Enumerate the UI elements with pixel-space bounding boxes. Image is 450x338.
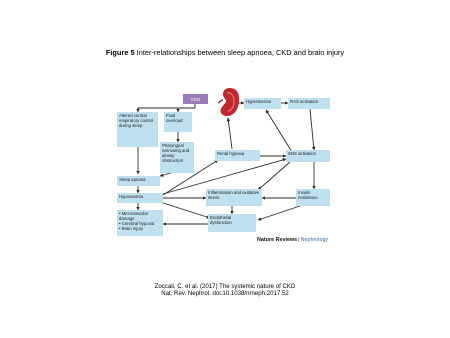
node-fluid-overload: Fluid overload (164, 112, 192, 132)
node-sns-activation: SNS activation (286, 150, 330, 162)
journal-name: Nature Reviews (257, 237, 298, 243)
arrow-insulin-to-endothelial (258, 206, 300, 220)
arrow-ras-to-sns (310, 109, 314, 150)
arrow-hypoxaemia-to-endothelial (160, 202, 210, 218)
journal-credit (257, 237, 328, 243)
node-sleep-apnoea: Sleep apnoea (117, 176, 160, 186)
node-pharyngeal-narrowing: Pharyngeal narrowing and airway obstruction (160, 142, 194, 173)
node-insulin-resistance: Insulin resistance (296, 189, 330, 206)
citation-line-2: Nat. Rev. Nephrol. doi:10.1038/nrneph.2017.52 (161, 290, 289, 298)
journal-separator: | (298, 237, 300, 243)
arrow-renal-to-ckd (228, 118, 232, 149)
node-ckd: CKD (183, 94, 208, 104)
figure-caption: Inter-relationships between sleep apnoea, CKD and brain injury (136, 48, 345, 57)
node-hypoxaemia: Hypoxaemia (117, 193, 163, 203)
citation-line-1: Zoccali, C. et al. (2017) The systemic nature of CKD (154, 283, 296, 290)
outcome-cerebral-hypoxia: • Cerebral hypoxia (119, 221, 161, 226)
node-endothelial-dysfunction: Endothelial dysfunction (208, 214, 256, 232)
node-hypertension: Hypertension (244, 98, 281, 109)
node-ras-activation: RAS activation (288, 98, 330, 109)
arrow-sns-to-hypertension (266, 110, 292, 152)
kidney-icon (218, 87, 240, 117)
figure-label: Figure 5 (105, 48, 135, 57)
citation (0, 283, 450, 298)
node-altered-central-respiratory-control: Altered central respiratory control during sleep (117, 112, 158, 147)
node-inflammation-oxidative-stress: Inflammation and oxidative stress (206, 189, 262, 206)
journal-subject: Nephrology (300, 237, 329, 243)
arrow-sns-to-inflammation (258, 162, 290, 190)
node-renal-hypoxia: Renal hypoxia (215, 150, 260, 161)
outcome-microvascular-damage: • Microvascular damage (119, 211, 161, 221)
outcome-brain-injury: • Brain injury (119, 226, 161, 231)
node-outcomes (117, 210, 163, 236)
